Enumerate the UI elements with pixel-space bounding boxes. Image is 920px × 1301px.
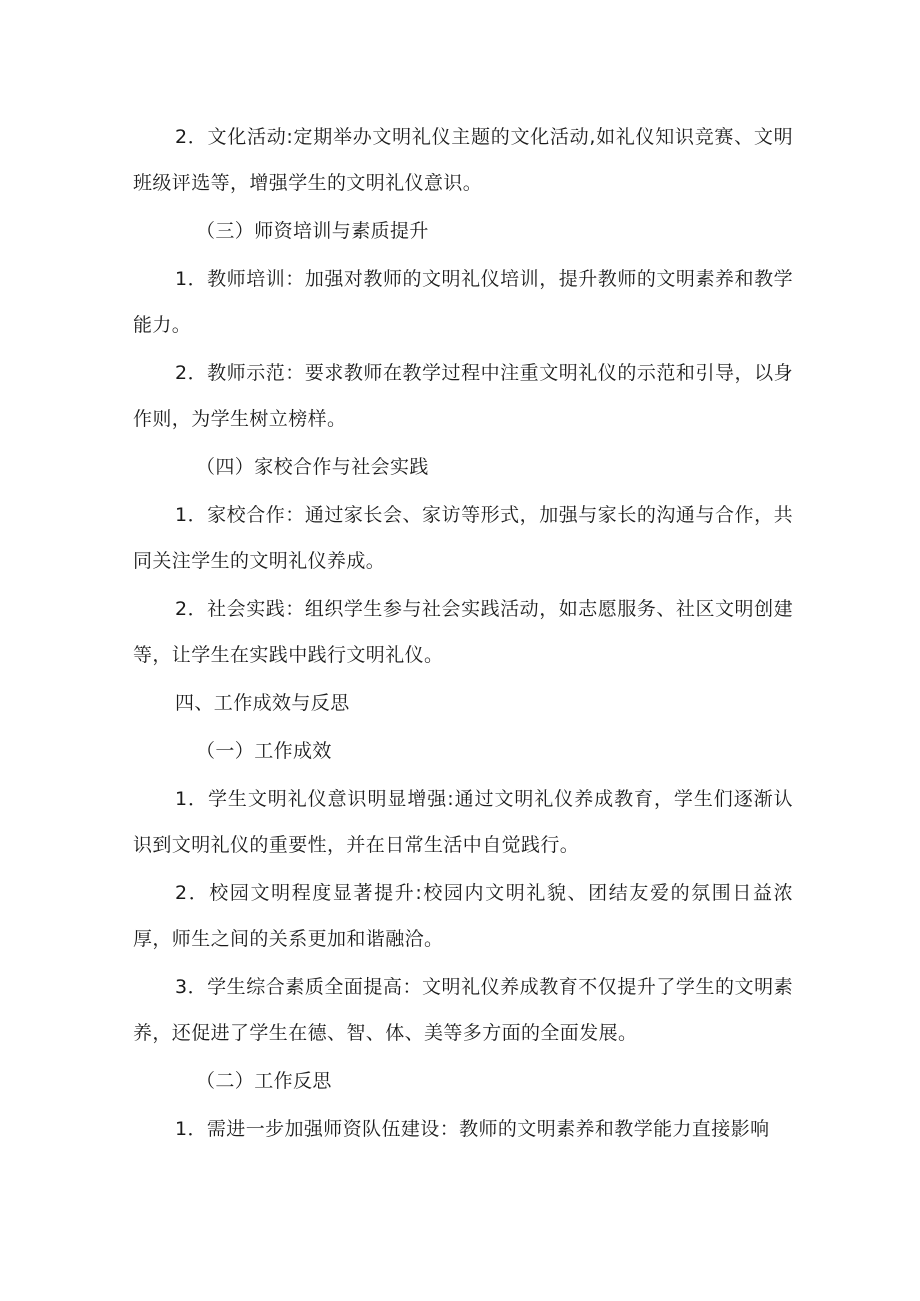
paragraph-teacher-training: 1．教师培训：加强对教师的文明礼仪培训，提升教师的文明素养和教学能力。 [133, 268, 793, 336]
heading-results-reflection: 四、工作成效与反思 [175, 692, 350, 714]
paragraph-result-quality: 3．学生综合素质全面提高：文明礼仪养成教育不仅提升了学生的文明素养，还促进了学生在德、智、体、美等多方面的全面发展。 [133, 976, 793, 1044]
paragraph-culture-activities: 2．文化活动:定期举办文明礼仪主题的文化活动,如礼仪知识竞赛、文明班级评选等，增强学生的文明礼仪意识。 [133, 126, 793, 194]
paragraph-social-practice: 2．社会实践：组织学生参与社会实践活动，如志愿服务、社区文明创建等，让学生在实践中践行文明礼仪。 [133, 598, 793, 666]
subheading-teacher-training: （三）师资培训与素质提升 [196, 220, 429, 242]
paragraph-reflection-teachers: 1．需进一步加强师资队伍建设：教师的文明素养和教学能力直接影响 [175, 1118, 770, 1140]
paragraph-home-school-cooperation: 1．家校合作：通过家长会、家访等形式，加强与家长的沟通与合作，共同关注学生的文明礼仪养成。 [133, 504, 793, 572]
document-body [133, 114, 793, 1154]
paragraph-result-campus: 2．校园文明程度显著提升:校园内文明礼貌、团结友爱的氛围日益浓厚，师生之间的关系更加和谐融洽。 [133, 882, 793, 950]
paragraph-result-awareness: 1．学生文明礼仪意识明显增强:通过文明礼仪养成教育，学生们逐渐认识到文明礼仪的重要性，并在日常生活中自觉践行。 [133, 788, 793, 856]
subheading-home-school: （四）家校合作与社会实践 [196, 456, 429, 478]
paragraph-teacher-demonstration: 2．教师示范：要求教师在教学过程中注重文明礼仪的示范和引导，以身作则，为学生树立榜样。 [133, 362, 793, 430]
subheading-reflection: （二）工作反思 [196, 1070, 332, 1092]
subheading-results: （一）工作成效 [196, 740, 332, 762]
